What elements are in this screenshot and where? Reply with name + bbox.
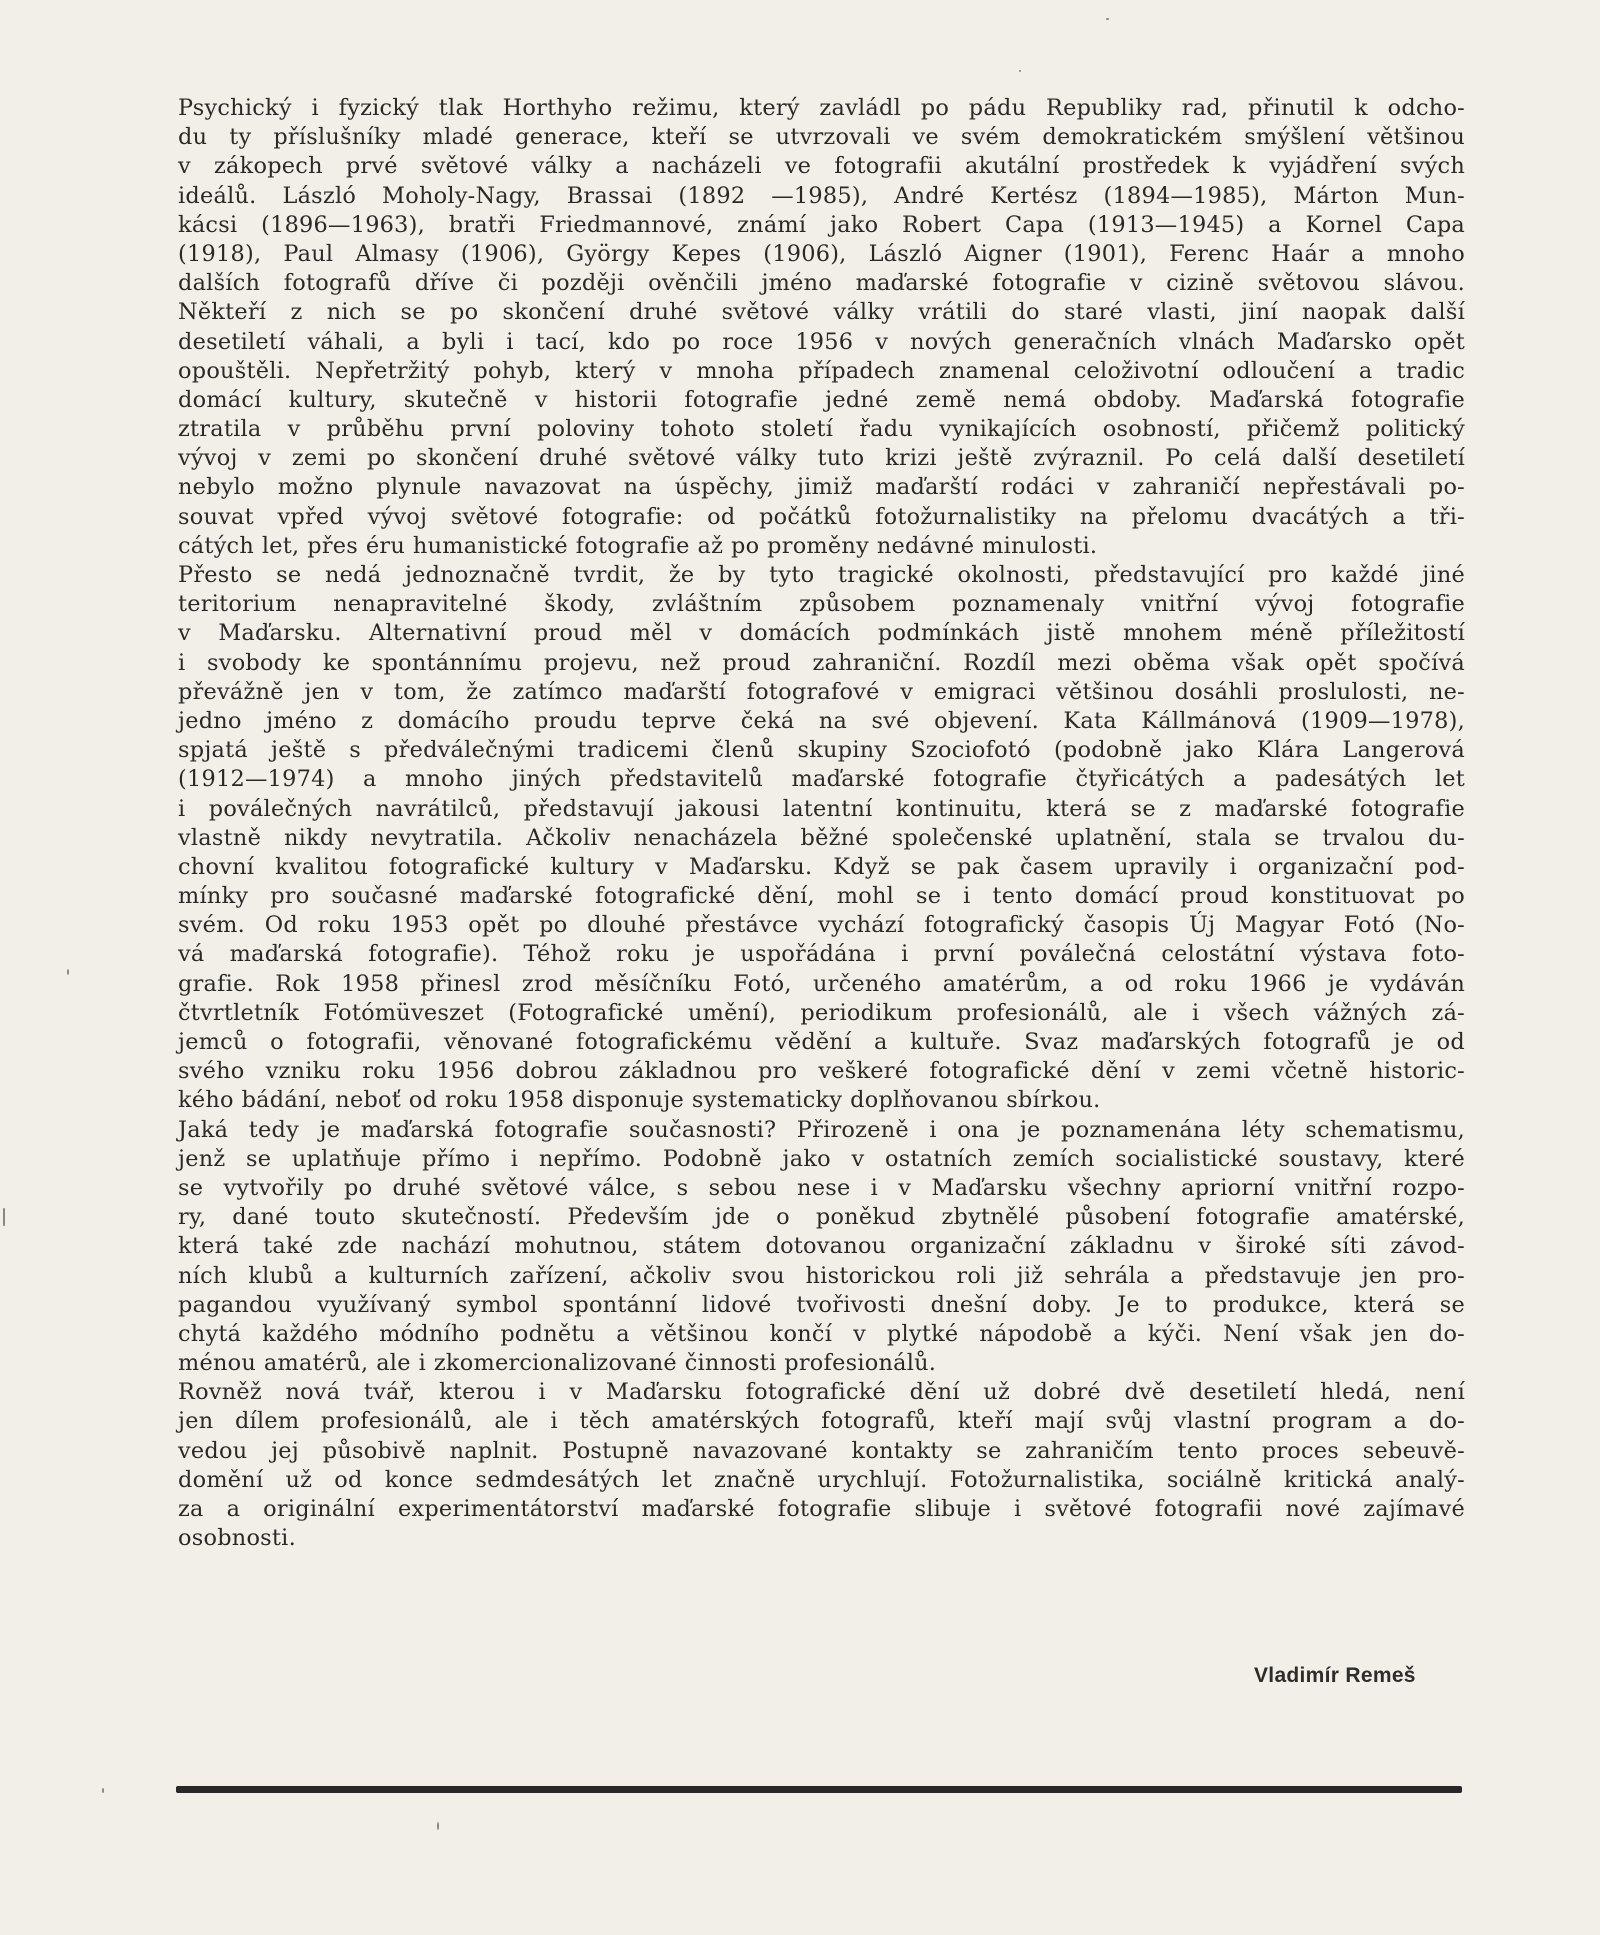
text-line: (1912—1974) a mnoho jiných představitelů maďarské fotografie čtyřicátých a padesátých let	[178, 766, 1465, 793]
text-line: Někteří z nich se po skončení druhé světové války vrátili do staré vlasti, jiní naopak další	[178, 299, 1465, 326]
text-line: chovní kvalitou fotografické kultury v Maďarsku. Když se pak časem upravily i organizační pod-	[178, 853, 1465, 880]
text-line: ztratila v průběhu první poloviny tohoto století řadu vynikajících osobností, přičemž politický	[178, 416, 1465, 443]
text-line: chytá každého módního podnětu a většinou končí v plytké nápodobě a kýči. Není však jen do-	[178, 1320, 1465, 1347]
text-line: pagandou využívaný symbol spontánní lidové tvořivosti dnešní doby. Je to produkce, která se	[178, 1291, 1465, 1318]
text-line: ménou amatérů, ale i zkomercionalizované činnosti profesionálů.	[178, 1350, 937, 1377]
text-line: Psychický i fyzický tlak Horthyho režimu, který zavládl po pádu Republiky rad, přinutil k odcho-	[178, 95, 1465, 121]
text-line: vedou jej působivě naplnit. Postupně navazované kontakty se zahraničím tento proces sebeuvě-	[178, 1437, 1465, 1464]
text-line: Přesto se nedá jednoznačně tvrdit, že by tyto tragické okolnosti, představující pro každé jiné	[178, 562, 1465, 588]
text-line: spjatá ještě s předválečnými tradicemi členů skupiny Szociofotó (podobně jako Klára Langerová	[178, 737, 1465, 764]
author-signature: Vladimír Remeš	[1254, 1664, 1416, 1687]
paragraph	[178, 561, 1465, 1116]
bottom-rule	[176, 1786, 1462, 1793]
text-line: se vytvořily po druhé světové válce, s sebou nese i v Maďarsku všechny apriorní vnitřní rozpo-	[178, 1174, 1465, 1201]
text-line: v Maďarsku. Alternativní proud měl v domácích podmínkách jistě mnohem méně příležitostí	[178, 620, 1465, 647]
text-line: Jaká tedy je maďarská fotografie současnosti? Přirozeně i ona je poznamenána léty schematismu,	[178, 1116, 1465, 1143]
text-line: teritorium nenapravitelné škody, zvláštním způsobem poznamenaly vnitřní vývoj fotografie	[178, 591, 1465, 618]
text-line: kého bádání, neboť od roku 1958 disponuje systematicky doplňovanou sbírkou.	[178, 1087, 1101, 1114]
text-line: která také zde nachází mohutnou, státem dotovanou organizační základnu v široké síti závod-	[178, 1233, 1465, 1260]
text-line: desetiletí váhali, a byli i tací, kdo po roce 1956 v nových generačních vlnách Maďarsko opět	[178, 328, 1465, 355]
article-body	[178, 94, 1465, 1553]
text-line: dalších fotografů dříve či později ověnčili jméno maďarské fotografie v cizině světovou slávou.	[178, 270, 1465, 297]
paragraph	[178, 1116, 1465, 1379]
paper-speck	[1106, 18, 1109, 20]
text-line: mínky pro současné maďarské fotografické dění, mohl se i tento domácí proud konstituovat po	[178, 883, 1465, 910]
text-line: osobnosti.	[178, 1525, 296, 1552]
text-line: opouštěli. Nepřetržitý pohyb, který v mnoha případech znamenal celoživotní odloučení a tradic	[178, 357, 1465, 384]
text-line: cátých let, přes éru humanistické fotografie až po proměny nedávné minulosti.	[178, 532, 1098, 559]
text-line: svém. Od roku 1953 opět po dlouhé přestávce vychází fotografický časopis Új Magyar Fotó (No-	[178, 912, 1465, 939]
text-line: jemců o fotografii, věnované fotografickému vědění a kultuře. Svaz maďarských fotografů je od	[178, 1029, 1465, 1055]
text-line: čtvrtletník Fotómüveszet (Fotografické umění), periodikum profesionálů, ale i všech vážných zá-	[178, 999, 1465, 1026]
text-line: jedno jméno z domácího proudu teprve čeká na své objevení. Kata Kállmánová (1909—1978),	[178, 707, 1465, 734]
text-line: domácí kultury, skutečně v historii fotografie jedné země nemá obdoby. Maďarská fotografie	[178, 386, 1465, 413]
text-line: ry, dané touto skutečností. Především jde o poněkud zbytnělé působení fotografie amatérské,	[178, 1204, 1465, 1231]
paper-speck	[67, 969, 69, 975]
text-line: kácsi (1896—1963), bratři Friedmannové, známí jako Robert Capa (1913—1945) a Kornel Capa	[178, 211, 1465, 238]
text-line: převážně jen v tom, že zatímco maďarští fotografové v emigraci většinou dosáhli proslulosti, ne-	[178, 678, 1465, 705]
text-line: vlastně nikdy nevytratila. Ačkoliv nenacházela běžné společenské uplatnění, stala se trvalou du-	[178, 824, 1465, 851]
text-line: v zákopech prvé světové války a nacházeli ve fotografii akutální prostředek k vyjádření svých	[178, 153, 1465, 180]
text-line: za a originální experimentátorství maďarské fotografie slibuje i světové fotografii nové zajímavé	[178, 1496, 1465, 1522]
text-line: domění už od konce sedmdesátých let značně urychlují. Fotožurnalistika, sociálně kritická analý-	[178, 1466, 1465, 1493]
text-line: jen dílem profesionálů, ale i těch amatérských fotografů, kteří mají svůj vlastní program a do-	[178, 1408, 1465, 1435]
text-line: (1918), Paul Almasy (1906), György Kepes (1906), László Aigner (1901), Ferenc Haár a mnoho	[178, 240, 1465, 267]
text-line: nebylo možno plynule navazovat na úspěchy, jimiž maďarští rodáci v zahraničí nepřestávali po-	[178, 474, 1465, 501]
text-line: grafie. Rok 1958 přinesl zrod měsíčníku Fotó, určeného amatérům, a od roku 1966 je vydáván	[178, 970, 1465, 997]
text-line: du ty příslušníky mladé generace, kteří se utvrzovali ve svém demokratickém smýšlení většinou	[178, 124, 1465, 151]
text-line: Rovněž nová tvář, kterou i v Maďarsku fotografické dění už dobré dvě desetiletí hledá, není	[178, 1379, 1465, 1406]
text-line: i poválečných navrátilců, představují jakousi latentní kontinuitu, která se z maďarské fotografie	[178, 795, 1465, 822]
text-line: souvat vpřed vývoj světové fotografie: od počátků fotožurnalistiky na přelomu dvacátých a tři-	[178, 503, 1465, 530]
text-line: i svobody ke spontánnímu projevu, než proud zahraniční. Rozdíl mezi oběma však opět spočívá	[178, 649, 1465, 676]
paragraph	[178, 1378, 1465, 1553]
text-line: ideálů. László Moholy-Nagy, Brassai (1892 —1985), André Kertész (1894—1985), Márton Mun-	[178, 182, 1465, 209]
text-line: ních klubů a kulturních zařízení, ačkoliv svou historickou roli již sehrála a představuje jen pro-	[178, 1262, 1465, 1289]
text-line: vá maďarská fotografie). Téhož roku je uspořádána i první poválečná celostátní výstava foto-	[178, 941, 1465, 968]
paragraph	[178, 94, 1465, 561]
text-line: vývoj v zemi po skončení druhé světové války tuto krizi ještě zvýraznil. Po celá další desetiletí	[178, 445, 1465, 472]
text-line: svého vzniku roku 1956 dobrou základnou pro veškeré fotografické dění v zemi včetně historic-	[178, 1058, 1465, 1085]
paper-speck	[102, 1788, 104, 1793]
paper-speck	[437, 1822, 439, 1830]
paper-speck	[3, 1208, 5, 1226]
text-line: jenž se uplatňuje přímo i nepřímo. Podobně jako v ostatních zemích socialistické soustavy, které	[178, 1145, 1465, 1172]
paper-speck	[1019, 70, 1021, 72]
